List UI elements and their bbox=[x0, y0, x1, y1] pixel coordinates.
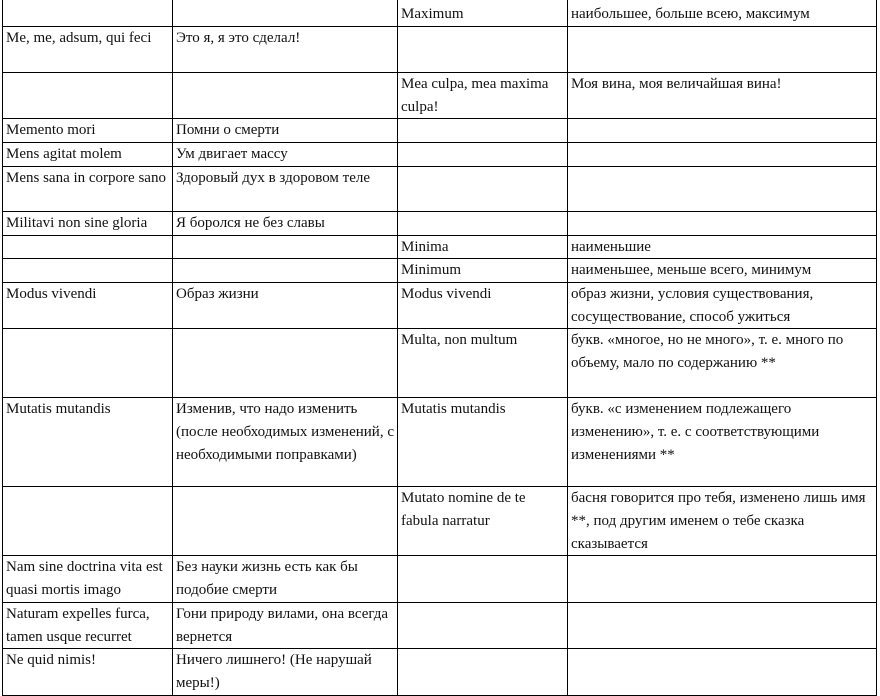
table-cell bbox=[3, 329, 173, 398]
table-cell: Я боролся не без славы bbox=[173, 211, 398, 235]
table-row bbox=[3, 235, 877, 259]
table-cell: Nam sine doctrina vita est quasi mortis imago bbox=[3, 556, 173, 602]
table-row bbox=[3, 329, 877, 398]
table-cell bbox=[398, 119, 568, 143]
table-cell bbox=[398, 649, 568, 695]
table-cell: Modus vivendi bbox=[3, 282, 173, 328]
table-cell: наименьшие bbox=[568, 235, 877, 259]
table-cell: букв. «многое, но не много», т. е. много по объему, мало по содержанию ** bbox=[568, 329, 877, 398]
table-row bbox=[3, 398, 877, 487]
table-cell: Без науки жизнь есть как бы подобие смерти bbox=[173, 556, 398, 602]
table-row bbox=[3, 27, 877, 73]
table-cell: Mens agitat molem bbox=[3, 143, 173, 167]
table-cell: Ne quid nimis! bbox=[3, 649, 173, 695]
latin-phrases-table bbox=[2, 0, 877, 696]
table-row bbox=[3, 73, 877, 119]
table-cell bbox=[173, 487, 398, 556]
table-cell bbox=[568, 602, 877, 648]
table-cell bbox=[398, 556, 568, 602]
table-cell: образ жизни, условия существования, сосуществование, способ ужиться bbox=[568, 282, 877, 328]
table-row bbox=[3, 282, 877, 328]
table-cell: Memento mori bbox=[3, 119, 173, 143]
table-cell: Изменив, что надо изменить (после необходимых изменений, с необходимыми поправками) bbox=[173, 398, 398, 487]
table-cell: Моя вина, моя величайшая вина! bbox=[568, 73, 877, 119]
table-row bbox=[3, 602, 877, 648]
table-cell: наименьшее, меньше всего, минимум bbox=[568, 259, 877, 283]
table-cell: Помни о смерти bbox=[173, 119, 398, 143]
table-cell: Mutatis mutandis bbox=[3, 398, 173, 487]
table-cell bbox=[3, 0, 173, 27]
table-cell bbox=[3, 487, 173, 556]
table-row bbox=[3, 259, 877, 283]
table-cell: Me, me, adsum, qui feci bbox=[3, 27, 173, 73]
table-cell: Ум двигает массу bbox=[173, 143, 398, 167]
table-cell bbox=[173, 73, 398, 119]
table-cell: Образ жизни bbox=[173, 282, 398, 328]
table-cell bbox=[568, 119, 877, 143]
table-cell: басня говорится про тебя, изменено лишь имя **, под другим именем о тебе сказка сказывается bbox=[568, 487, 877, 556]
table-cell bbox=[398, 211, 568, 235]
table-row bbox=[3, 649, 877, 695]
table-cell: Это я, я это сделал! bbox=[173, 27, 398, 73]
table-cell: Minima bbox=[398, 235, 568, 259]
table-cell bbox=[568, 556, 877, 602]
table-row bbox=[3, 487, 877, 556]
table-cell: Ничего лишнего! (Не нарушай меры!) bbox=[173, 649, 398, 695]
table-cell bbox=[3, 235, 173, 259]
table-cell bbox=[173, 329, 398, 398]
table-cell bbox=[398, 27, 568, 73]
table-cell: Naturam expelles furca, tamen usque recurret bbox=[3, 602, 173, 648]
table-cell: Modus vivendi bbox=[398, 282, 568, 328]
table-cell: Здоровый дух в здоровом теле bbox=[173, 166, 398, 211]
table-row bbox=[3, 211, 877, 235]
table-cell bbox=[173, 259, 398, 283]
table-cell bbox=[568, 211, 877, 235]
table-cell bbox=[568, 143, 877, 167]
table-cell: Minimum bbox=[398, 259, 568, 283]
table-cell bbox=[568, 649, 877, 695]
table-cell bbox=[398, 602, 568, 648]
table-row bbox=[3, 143, 877, 167]
table-cell bbox=[173, 0, 398, 27]
table-row bbox=[3, 119, 877, 143]
table-cell bbox=[398, 166, 568, 211]
table-cell: Гони природу вилами, она всегда вернется bbox=[173, 602, 398, 648]
table-row bbox=[3, 0, 877, 27]
table-cell: Mens sana in corpore sano bbox=[3, 166, 173, 211]
table-cell: Multa, non multum bbox=[398, 329, 568, 398]
table-row bbox=[3, 556, 877, 602]
table-cell: наибольшее, больше всею, максимум bbox=[568, 0, 877, 27]
table-cell bbox=[3, 259, 173, 283]
table-cell: Mutato nomine de te fabula narratur bbox=[398, 487, 568, 556]
table-cell: букв. «с изменением подлежащего изменению», т. е. с соответствующими изменениями ** bbox=[568, 398, 877, 487]
table-cell bbox=[568, 166, 877, 211]
table-cell: Maximum bbox=[398, 0, 568, 27]
table-cell: Mea culpa, mea maxima culpa! bbox=[398, 73, 568, 119]
table-cell bbox=[568, 27, 877, 73]
table-cell bbox=[3, 73, 173, 119]
table-cell: Mutatis mutandis bbox=[398, 398, 568, 487]
table-cell: Militavi non sine gloria bbox=[3, 211, 173, 235]
table-cell bbox=[398, 143, 568, 167]
table-row bbox=[3, 166, 877, 211]
table-cell bbox=[173, 235, 398, 259]
